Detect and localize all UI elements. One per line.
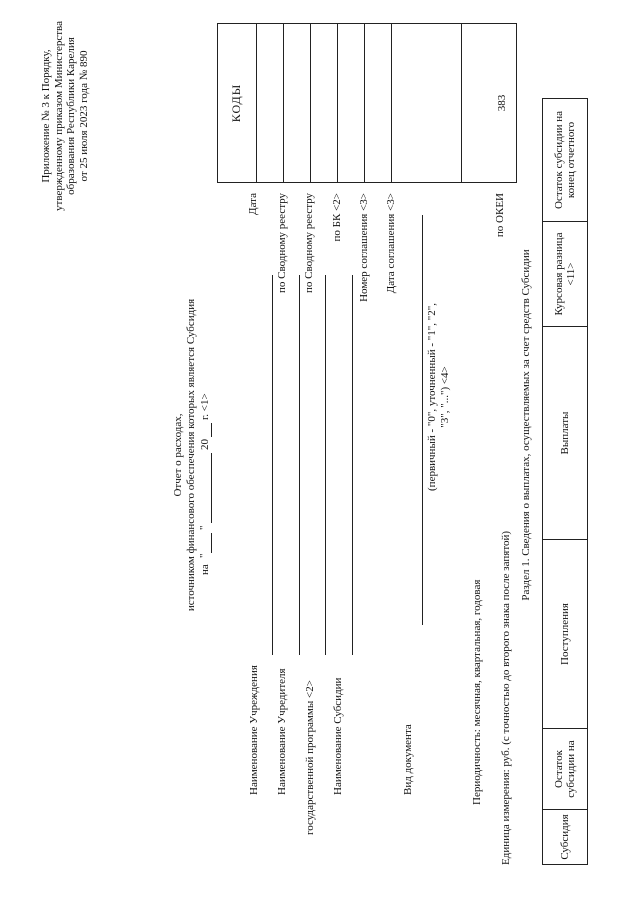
day-blank — [211, 533, 212, 553]
section1-header-row — [543, 99, 588, 865]
col-opening-balance: Остаток субсидии на — [543, 729, 588, 810]
title-quote-open: " — [198, 553, 210, 558]
annex-line: утвержденному приказом Министерства — [52, 21, 65, 211]
annex-line: Приложение № 3 к Порядку, — [40, 49, 52, 183]
code-label-okei: по ОКЕИ — [494, 193, 506, 238]
col-exchange-diff: Курсовая разница <11> — [543, 222, 588, 327]
codes-row-sep — [461, 23, 462, 183]
report-title-line1: Отчет о расходах, — [172, 413, 184, 497]
field-label-founder: Наименование Учредителя — [276, 668, 288, 795]
year-blank — [211, 423, 212, 437]
annex-line: от 25 июля 2023 года № 890 — [77, 50, 90, 182]
program-line — [325, 275, 326, 655]
field-label-doc-type: Вид документа — [402, 724, 414, 795]
codes-header: КОДЫ — [217, 23, 257, 183]
report-title-line2: источником финансового обеспечения которых является Субсидия — [185, 298, 197, 612]
codes-row-sep — [283, 23, 284, 183]
codes-block — [217, 23, 517, 183]
field-label-program: государственной программы <2> — [304, 680, 316, 835]
codes-frame — [217, 23, 517, 183]
institution-line — [272, 275, 273, 655]
title-quote-close: " — [198, 525, 210, 530]
codes-row-sep — [337, 23, 338, 183]
codes-row-sep — [364, 23, 365, 183]
code-label-reg1: по Сводному реестру — [276, 193, 288, 293]
founder-line — [299, 275, 300, 655]
unit-label: Единица измерения: руб. (с точностью до второго знака после запятой) — [500, 530, 512, 865]
codes-row-sep — [310, 23, 311, 183]
month-blank — [211, 453, 212, 523]
code-label-date: Дата — [247, 193, 259, 215]
code-label-agr-date: Дата соглашения <3> — [385, 193, 397, 294]
subsidy-line — [352, 275, 353, 655]
doc-type-note: (первичный - "0", уточненный - "1", "2", "3", "...") <4> — [426, 303, 451, 491]
title-year: 20 — [199, 439, 211, 450]
annex-line: образования Республики Карелия — [65, 37, 77, 195]
annex-header — [40, 16, 90, 216]
col-receipts: Поступления — [543, 540, 588, 729]
periodicity-label: Периодичность: месячная, квартальная, годовая — [471, 579, 483, 805]
col-payments: Выплаты — [543, 327, 588, 540]
title-na: на — [199, 564, 211, 575]
code-label-bk: по БК <2> — [331, 193, 343, 242]
title-suffix: г. <1> — [199, 393, 211, 420]
col-closing-balance: Остаток субсидии на конец отчетного — [543, 99, 588, 222]
field-label-subsidy: Наименование Субсидии — [332, 677, 344, 795]
doc-type-line — [422, 215, 423, 625]
field-label-institution: Наименование Учреждения — [248, 665, 260, 795]
section1-table — [542, 98, 588, 865]
code-label-agr-num: Номер соглашения <3> — [358, 193, 370, 302]
codes-row-sep — [391, 23, 392, 183]
col-subsidy: Субсидия — [543, 810, 588, 865]
section1-title: Раздел 1. Сведения о выплатах, осуществляемых за счет средств Субсидии — [520, 249, 532, 601]
code-label-reg2: по Сводному реестру — [303, 193, 315, 293]
report-title — [172, 235, 198, 675]
okei-code-value: 383 — [496, 94, 508, 112]
